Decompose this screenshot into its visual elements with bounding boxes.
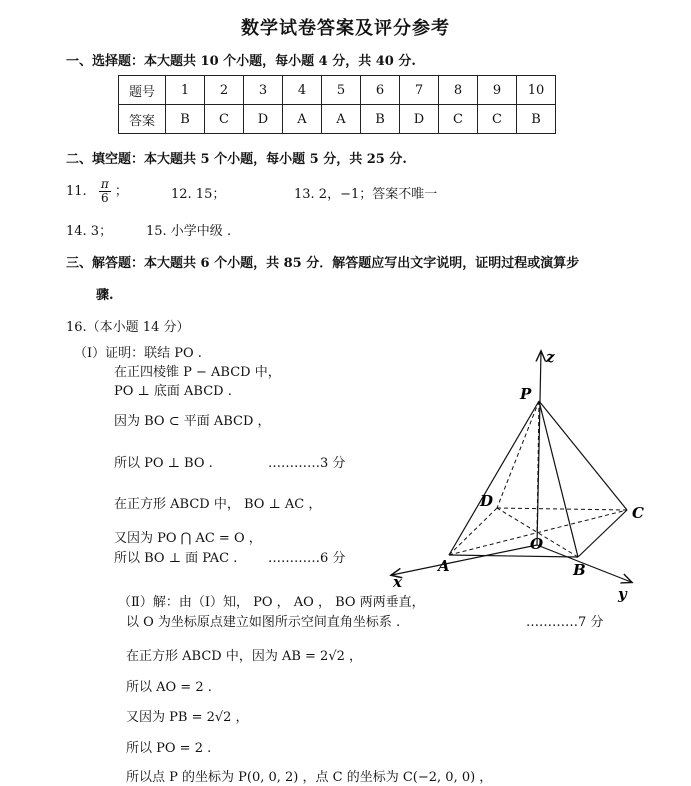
q16-part1-line: 在正四棱锥 P − ABCD 中，: [114, 365, 281, 380]
answer-14: 14. 3；: [66, 224, 113, 239]
section2-heading: 二、填空题：本大题共 5 个小题，每小题 5 分，共 25 分.: [66, 152, 407, 167]
score-7: …………7 分: [526, 615, 604, 630]
table-cell: C: [478, 105, 517, 134]
q16-part1-line: 在正方形 ABCD 中， BO ⊥ AC ，: [114, 497, 322, 512]
table-cell: 7: [400, 76, 439, 105]
label-x: x: [393, 573, 402, 591]
answer-15: 15. 小学中级 .: [146, 224, 232, 239]
q11-tail: ；: [114, 184, 128, 200]
table-cell: A: [283, 105, 322, 134]
q16-part1-line: 所以 BO ⊥ 面 PAC .: [114, 551, 238, 566]
label-D: D: [480, 492, 494, 510]
edge-AB: [449, 555, 578, 557]
table-cell: 1: [166, 76, 205, 105]
label-y: y: [618, 585, 627, 603]
table-cell: 3: [244, 76, 283, 105]
q16-part2-line: （Ⅱ）解：由（Ⅰ）知， PO ， AO ， BO 两两垂直，: [118, 595, 425, 610]
label-B: B: [573, 561, 586, 579]
q16-header: 16.（本小题 14 分）: [66, 320, 190, 335]
row-label-number: 题号: [119, 76, 166, 105]
q16-part1-line: PO ⊥ 底面 ABCD .: [114, 384, 232, 399]
q16-part2-line: 以 O 为坐标原点建立如图所示空间直角坐标系 .: [126, 615, 401, 630]
q11-label: 11.: [66, 184, 87, 200]
table-cell: 10: [517, 76, 556, 105]
q16-part2-line: 所以点 P 的坐标为 P(0, 0, 2) ，点 C 的坐标为 C(−2, 0, 0) ，: [126, 770, 493, 785]
q16-part2-line: 又因为 PB = 2√2 ，: [126, 710, 249, 725]
edge-PD: [497, 401, 539, 508]
edge-PA: [449, 401, 539, 555]
score-6: …………6 分: [268, 551, 346, 566]
q16-part2-line: 所以 PO = 2 .: [126, 741, 212, 756]
table-cell: B: [166, 105, 205, 134]
fraction-numerator: π: [100, 177, 109, 191]
q16-part2-line: 所以 AO = 2 .: [126, 680, 212, 695]
table-cell: A: [322, 105, 361, 134]
label-A: A: [438, 557, 450, 575]
page-title: 数学试卷答案及评分参考: [241, 18, 450, 39]
table-cell: C: [205, 105, 244, 134]
table-cell: B: [517, 105, 556, 134]
x-axis: [392, 545, 537, 575]
q16-part1-line: 因为 BO ⊂ 平面 ABCD ，: [114, 414, 271, 429]
section3-heading: 三、解答题：本大题共 6 个小题，共 85 分．解答题应写出文字说明，证明过程或演算步: [66, 256, 580, 271]
section3-heading-cont: 骤.: [96, 288, 114, 303]
q16-part2-line: 在正方形 ABCD 中，因为 AB = 2√2 ，: [126, 649, 363, 664]
q16-part1-line: 又因为 PO ⋂ AC = O ，: [114, 531, 262, 546]
table-cell: C: [439, 105, 478, 134]
table-cell: B: [361, 105, 400, 134]
section1-heading: 一、选择题：本大题共 10 个小题，每小题 4 分，共 40 分.: [66, 54, 416, 69]
table-cell: 4: [283, 76, 322, 105]
table-cell: 8: [439, 76, 478, 105]
table-cell: 2: [205, 76, 244, 105]
label-O: O: [530, 535, 544, 553]
table-cell: 9: [478, 76, 517, 105]
answer-13: 13. 2，−1；答案不唯一: [294, 187, 438, 202]
edge-DC: [497, 508, 627, 510]
table-cell: 6: [361, 76, 400, 105]
label-z: z: [546, 348, 555, 366]
table-cell: D: [400, 105, 439, 134]
table-cell: D: [244, 105, 283, 134]
edge-BC: [578, 510, 627, 557]
row-label-answer: 答案: [119, 105, 166, 134]
answer-12: 12. 15；: [171, 187, 226, 202]
q16-part1-line: 所以 PO ⊥ BO .: [114, 456, 213, 471]
label-P: P: [520, 385, 532, 403]
fraction-denominator: 6: [100, 191, 109, 206]
table-cell: 5: [322, 76, 361, 105]
score-3: …………3 分: [268, 456, 346, 471]
label-C: C: [632, 504, 644, 522]
q16-part1-line: （Ⅰ）证明：联结 PO .: [74, 346, 202, 361]
